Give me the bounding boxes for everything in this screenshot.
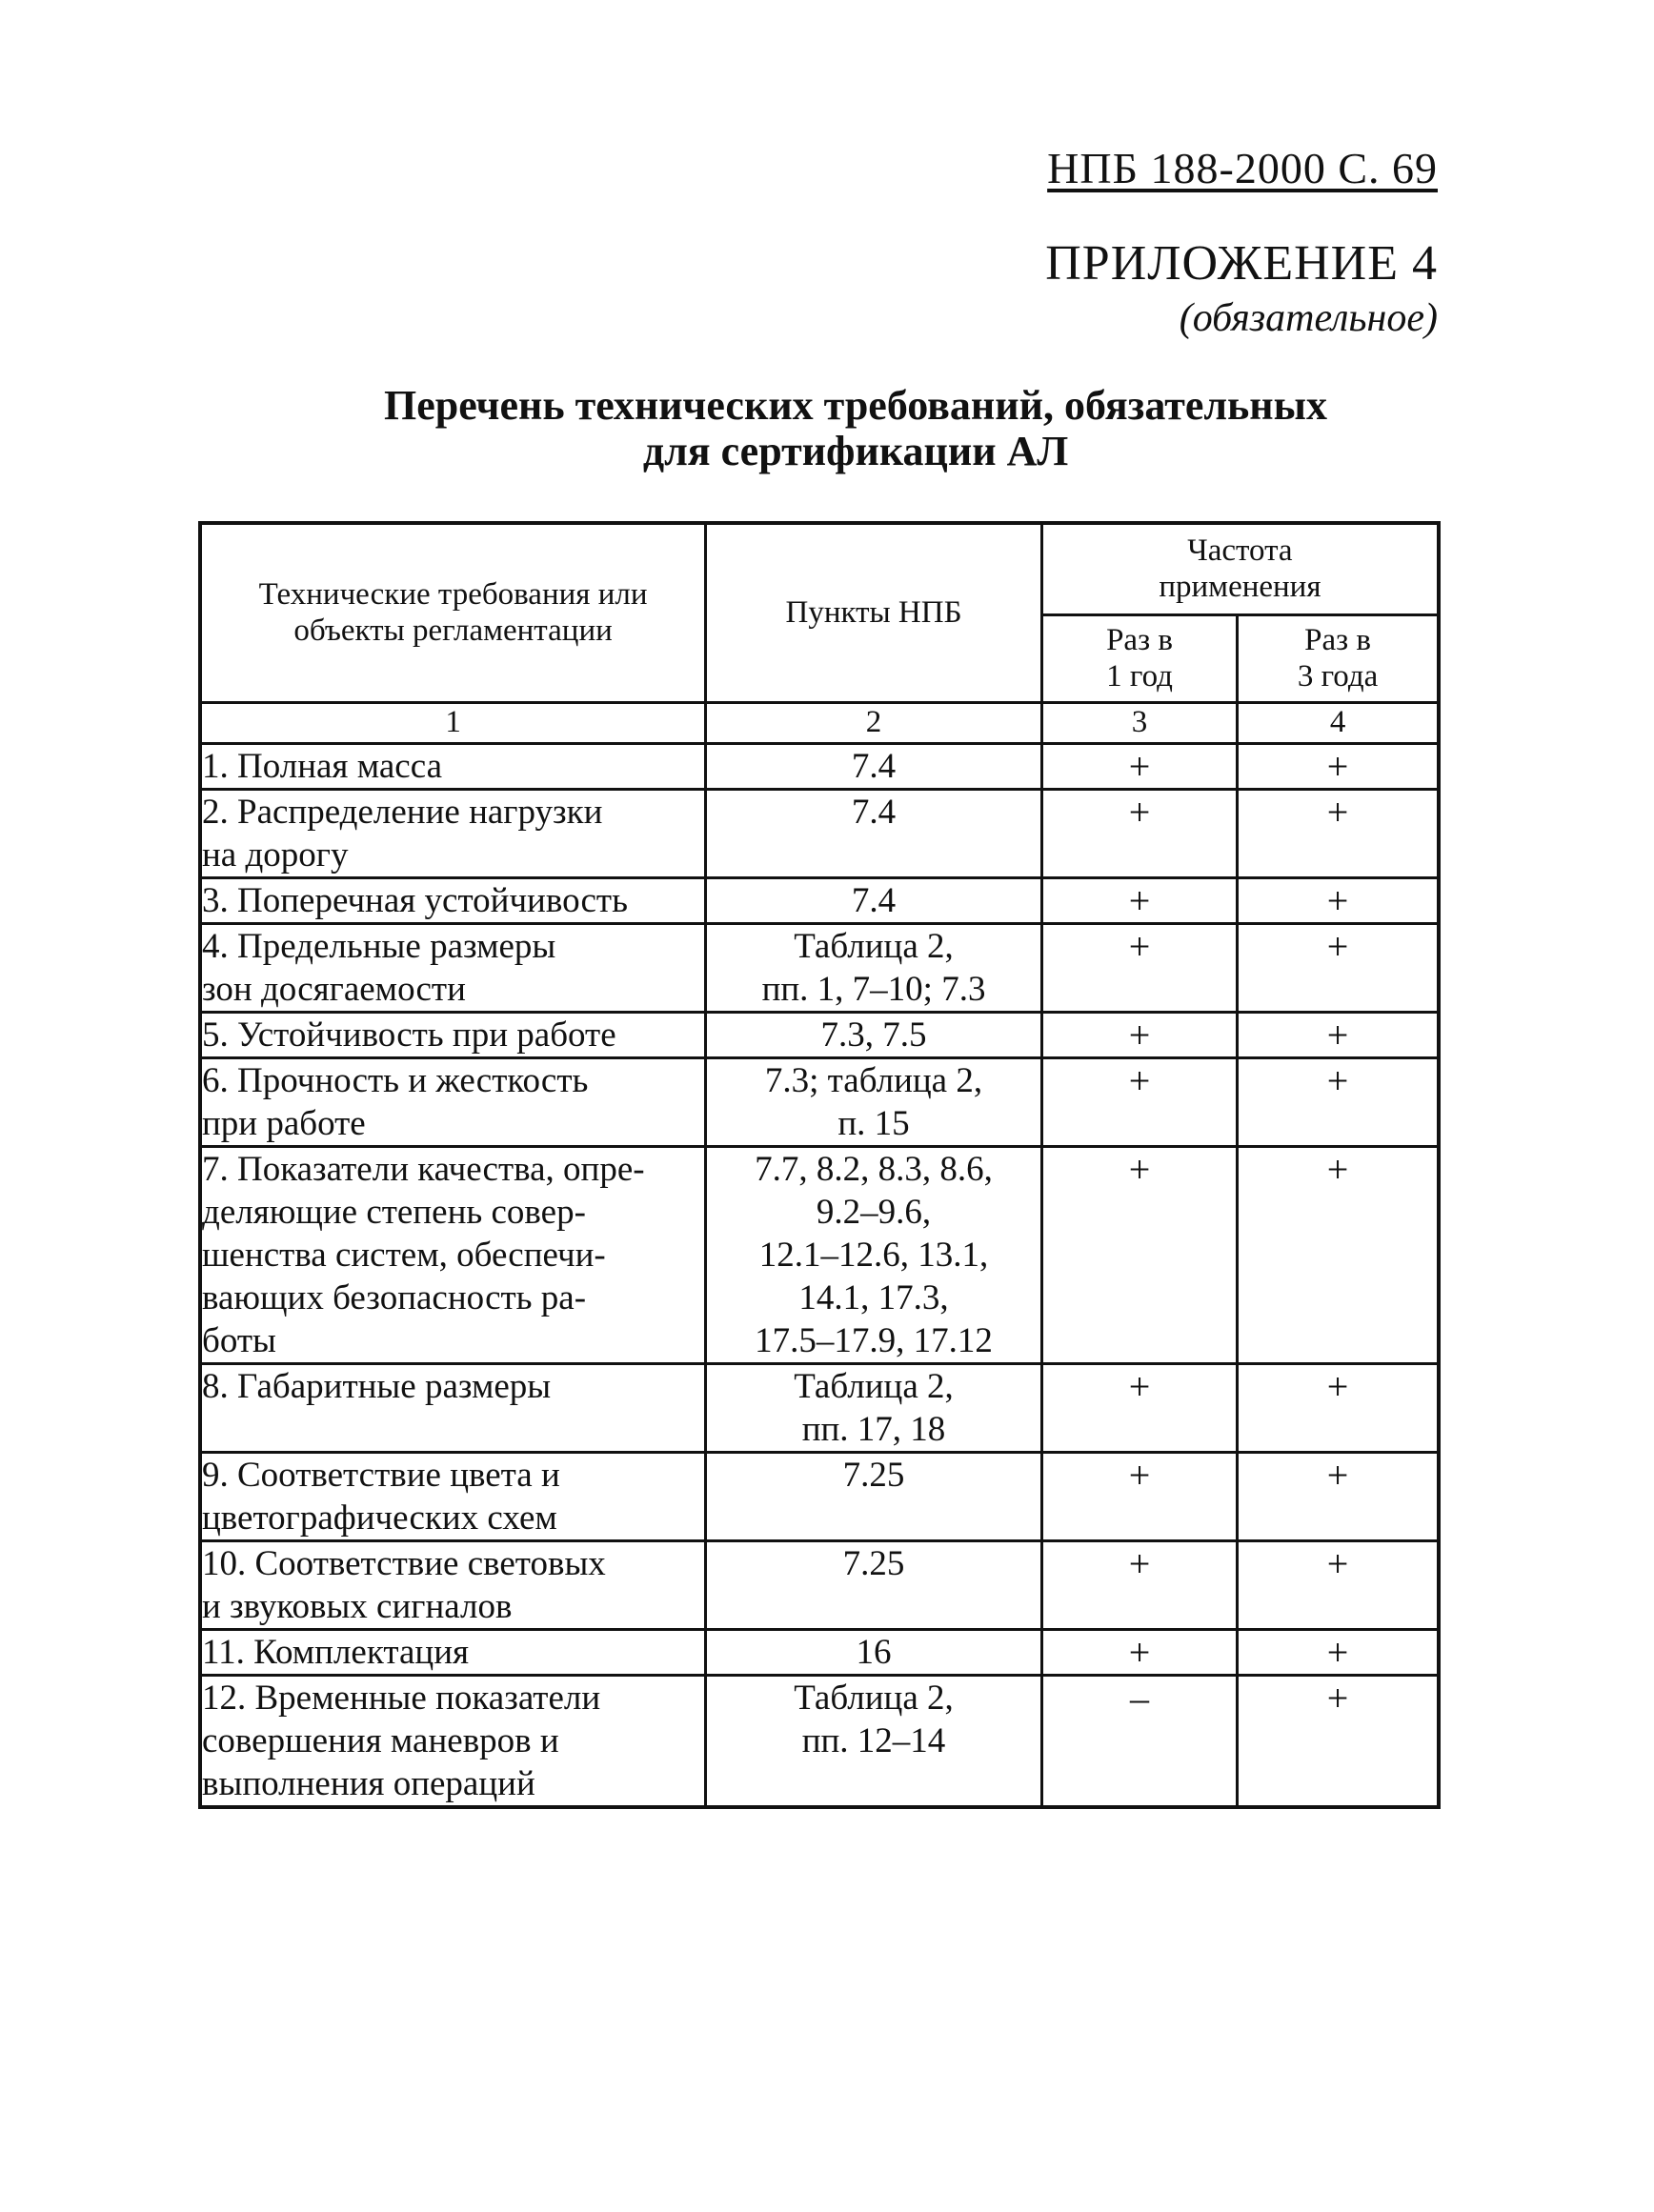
requirement-cell xyxy=(200,1057,706,1146)
requirement-text: при работе xyxy=(202,1103,366,1143)
frequency-1-year-cell: + xyxy=(1041,877,1237,923)
clauses-text: 7.3, 7.5 xyxy=(820,1015,927,1055)
clauses-text: Таблица 2, xyxy=(794,926,954,966)
clauses-text: 17.5–17.9, 17.12 xyxy=(755,1320,993,1360)
requirement-text: 9. Соответствие цвета и xyxy=(202,1455,560,1495)
requirement-text: зон досягаемости xyxy=(202,969,466,1009)
table-row xyxy=(200,877,1439,923)
table-row xyxy=(200,923,1439,1012)
frequency-1-year-cell: – xyxy=(1041,1675,1237,1807)
clauses-text: пп. 17, 18 xyxy=(801,1409,946,1449)
document-title-line-1: Перечень технических требований, обязательных xyxy=(383,382,1328,429)
clauses-cell xyxy=(706,1629,1042,1675)
header-requirement-line: Технические требования или xyxy=(258,577,648,613)
requirement-text: 2. Распределение нагрузки xyxy=(202,792,603,832)
clauses-cell xyxy=(706,1057,1042,1146)
header-once-3-years xyxy=(1238,614,1439,702)
document-title-line-2: для сертификации АЛ xyxy=(642,428,1069,474)
table-row xyxy=(200,789,1439,877)
requirement-text: деляющие степень совер- xyxy=(202,1192,586,1232)
requirement-cell xyxy=(200,923,706,1012)
frequency-1-year-cell: + xyxy=(1041,789,1237,877)
requirement-text: 12. Временные показатели xyxy=(202,1678,601,1718)
table-row xyxy=(200,1629,1439,1675)
frequency-1-year-cell: + xyxy=(1041,1452,1237,1540)
requirement-text: и звуковых сигналов xyxy=(202,1586,513,1626)
table-row xyxy=(200,1057,1439,1146)
clauses-text: 7.25 xyxy=(842,1543,905,1583)
frequency-3-years-cell: + xyxy=(1238,923,1439,1012)
frequency-3-years-cell: + xyxy=(1238,743,1439,789)
requirement-text: 4. Предельные размеры xyxy=(202,926,556,966)
table-row xyxy=(200,1452,1439,1540)
frequency-1-year-cell: + xyxy=(1041,1012,1237,1057)
header-clauses xyxy=(706,523,1042,702)
frequency-1-year-cell: + xyxy=(1041,923,1237,1012)
clauses-text: 7.4 xyxy=(851,746,897,786)
frequency-3-years-cell: + xyxy=(1238,1057,1439,1146)
clauses-text: 12.1–12.6, 13.1, xyxy=(758,1235,989,1275)
requirement-text: шенства систем, обеспечи- xyxy=(202,1235,606,1275)
appendix-status: (обязательное) xyxy=(1179,296,1438,340)
clauses-text: 7.3; таблица 2, xyxy=(764,1060,983,1100)
frequency-1-year-cell: + xyxy=(1041,1363,1237,1452)
frequency-1-year-cell: + xyxy=(1041,743,1237,789)
clauses-cell xyxy=(706,1012,1042,1057)
clauses-cell xyxy=(706,1540,1042,1629)
clauses-cell xyxy=(706,743,1042,789)
column-number: 2 xyxy=(706,702,1042,743)
requirement-cell xyxy=(200,1675,706,1807)
frequency-3-years-cell: + xyxy=(1238,1363,1439,1452)
frequency-1-year-cell: + xyxy=(1041,1057,1237,1146)
table-row xyxy=(200,1540,1439,1629)
header-frequency-line: Частота xyxy=(1187,533,1293,569)
requirement-text: на дорогу xyxy=(202,835,349,875)
frequency-3-years-cell: + xyxy=(1238,1452,1439,1540)
table-row xyxy=(200,1146,1439,1363)
frequency-3-years-cell: + xyxy=(1238,1629,1439,1675)
clauses-text: 7.4 xyxy=(851,792,897,832)
table-row xyxy=(200,1675,1439,1807)
frequency-1-year-cell: + xyxy=(1041,1540,1237,1629)
requirement-cell xyxy=(200,1452,706,1540)
requirement-text: 8. Габаритные размеры xyxy=(202,1366,552,1406)
column-number: 4 xyxy=(1238,702,1439,743)
appendix-title: ПРИЛОЖЕНИЕ 4 xyxy=(1045,236,1438,291)
table-row xyxy=(200,743,1439,789)
requirement-text: боты xyxy=(202,1320,276,1360)
requirements-table xyxy=(198,521,1441,1809)
document-title xyxy=(0,383,1654,474)
column-number: 3 xyxy=(1041,702,1237,743)
clauses-cell xyxy=(706,1452,1042,1540)
requirement-text: 6. Прочность и жесткость xyxy=(202,1060,589,1100)
header-once-1-year-line: Раз в xyxy=(1106,623,1173,657)
header-frequency xyxy=(1041,523,1439,614)
requirement-cell xyxy=(200,1363,706,1452)
requirement-text: вающих безопасность ра- xyxy=(202,1277,587,1317)
clauses-text: 7.25 xyxy=(842,1455,905,1495)
clauses-text: пп. 12–14 xyxy=(801,1720,946,1760)
table-row xyxy=(200,1363,1439,1452)
requirement-text: 1. Полная масса xyxy=(202,746,442,786)
requirement-text: 10. Соответствие световых xyxy=(202,1543,606,1583)
header-once-3-years-line: Раз в xyxy=(1304,623,1372,657)
requirement-cell xyxy=(200,1146,706,1363)
header-once-1-year xyxy=(1041,614,1237,702)
clauses-text: 9.2–9.6, xyxy=(816,1192,932,1232)
requirement-cell xyxy=(200,789,706,877)
requirement-text: 7. Показатели качества, опре- xyxy=(202,1149,645,1189)
table-row xyxy=(200,1012,1439,1057)
header-clauses-label: Пункты НПБ xyxy=(785,595,962,631)
requirement-cell xyxy=(200,877,706,923)
frequency-1-year-cell: + xyxy=(1041,1629,1237,1675)
frequency-3-years-cell: + xyxy=(1238,1540,1439,1629)
clauses-cell xyxy=(706,1363,1042,1452)
clauses-cell xyxy=(706,877,1042,923)
clauses-cell xyxy=(706,1675,1042,1807)
requirements-table-body xyxy=(200,743,1439,1807)
requirement-cell xyxy=(200,1012,706,1057)
requirement-cell xyxy=(200,1629,706,1675)
clauses-cell xyxy=(706,1146,1042,1363)
clauses-text: пп. 1, 7–10; 7.3 xyxy=(761,969,986,1009)
page-header-reference: НПБ 188-2000 С. 69 xyxy=(1047,144,1438,192)
frequency-3-years-cell: + xyxy=(1238,1012,1439,1057)
header-requirement xyxy=(200,523,706,702)
clauses-text: 16 xyxy=(856,1632,892,1672)
requirement-cell xyxy=(200,1540,706,1629)
clauses-text: 14.1, 17.3, xyxy=(798,1277,949,1317)
header-once-1-year-line: 1 год xyxy=(1106,659,1173,694)
requirement-text: выполнения операций xyxy=(202,1763,535,1803)
clauses-cell xyxy=(706,923,1042,1012)
requirement-text: цветографических схем xyxy=(202,1498,557,1538)
frequency-3-years-cell: + xyxy=(1238,1146,1439,1363)
requirement-text: 5. Устойчивость при работе xyxy=(202,1015,616,1055)
frequency-3-years-cell: + xyxy=(1238,877,1439,923)
clauses-text: Таблица 2, xyxy=(794,1366,954,1406)
requirement-text: 3. Поперечная устойчивость xyxy=(202,880,628,920)
header-once-3-years-line: 3 года xyxy=(1297,659,1379,694)
clauses-text: 7.7, 8.2, 8.3, 8.6, xyxy=(755,1149,993,1189)
frequency-1-year-cell: + xyxy=(1041,1146,1237,1363)
frequency-3-years-cell: + xyxy=(1238,1675,1439,1807)
requirement-text: 11. Комплектация xyxy=(202,1632,470,1672)
requirement-text: совершения маневров и xyxy=(202,1720,559,1760)
clauses-cell xyxy=(706,789,1042,877)
clauses-text: Таблица 2, xyxy=(794,1678,954,1718)
header-frequency-line: применения xyxy=(1159,570,1321,605)
column-number-row xyxy=(200,702,1439,743)
frequency-3-years-cell: + xyxy=(1238,789,1439,877)
column-number: 1 xyxy=(200,702,706,743)
requirement-cell xyxy=(200,743,706,789)
clauses-text: 7.4 xyxy=(851,880,897,920)
clauses-text: п. 15 xyxy=(837,1103,910,1143)
header-requirement-line: объекты регламентации xyxy=(293,613,613,649)
